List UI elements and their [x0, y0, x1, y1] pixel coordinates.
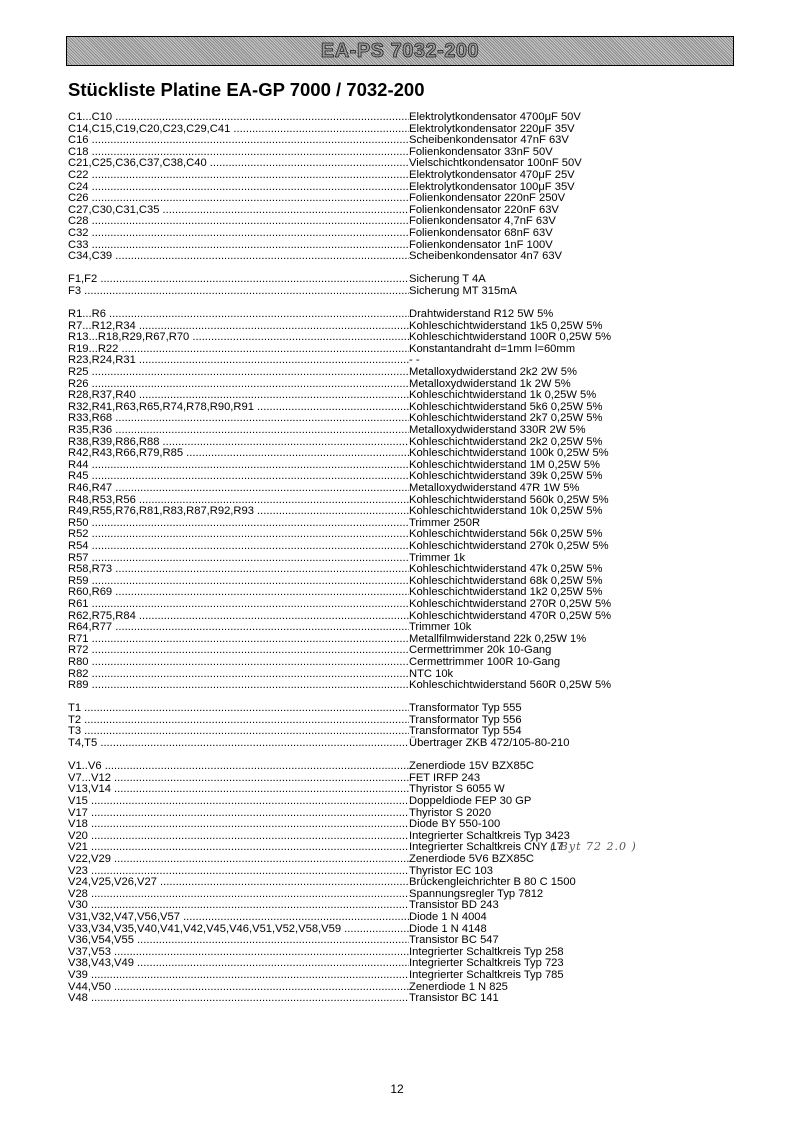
part-reference: T1 .....	[68, 703, 409, 715]
parts-row	[68, 553, 708, 565]
parts-row	[68, 900, 708, 912]
part-description: Übertrager ZKB 472/105-80-210	[409, 737, 570, 750]
part-description: - -	[409, 354, 420, 367]
parts-list	[68, 112, 708, 1016]
part-reference: V1..V6 .....	[68, 761, 409, 773]
parts-row	[68, 460, 708, 472]
part-reference: C28 .....	[68, 216, 409, 228]
part-description: Trimmer 10k	[409, 621, 472, 634]
parts-row	[68, 529, 708, 541]
part-reference: R42,R43,R66,R79,R85 .....	[68, 448, 409, 460]
part-reference: C18 .....	[68, 147, 409, 159]
part-reference: R1...R6 .....	[68, 309, 409, 321]
part-description: Metallfilmwiderstand 22k 0,25W 1%	[409, 632, 587, 645]
parts-row	[68, 866, 708, 878]
parts-row	[68, 332, 708, 344]
part-description: Kohleschichtwiderstand 56k 0,25W 5%	[409, 528, 603, 541]
part-reference: R62,R75,R84 .....	[68, 611, 409, 623]
part-description: Thyristor EC 103	[409, 864, 493, 877]
part-description: Scheibenkondensator 4n7 63V	[409, 250, 563, 263]
part-reference: V38,V43,V49 .....	[68, 958, 409, 970]
parts-row	[68, 587, 708, 599]
part-reference: V44,V50 .....	[68, 982, 409, 994]
parts-row	[68, 483, 708, 495]
part-description: Elektrolytkondensator 4700μF 50V	[409, 111, 581, 123]
part-reference: R61 .....	[68, 599, 409, 611]
part-reference: R28,R37,R40 .....	[68, 390, 409, 402]
parts-row	[68, 274, 708, 286]
parts-group	[68, 274, 708, 297]
part-reference: V13,V14 .....	[68, 784, 409, 796]
parts-row	[68, 344, 708, 356]
part-reference: R54 .....	[68, 541, 409, 553]
parts-group	[68, 112, 708, 263]
part-reference: R82 .....	[68, 669, 409, 681]
part-reference: V48 .....	[68, 993, 409, 1005]
part-description: Sicherung T 4A	[409, 273, 486, 286]
part-reference: R50 .....	[68, 518, 409, 530]
part-description: Elektrolytkondensator 220μF 35V	[409, 122, 575, 135]
part-description: Folienkondensator 68nF 63V	[409, 226, 553, 239]
part-description: Diode BY 550-100	[409, 818, 501, 831]
parts-row	[68, 947, 708, 959]
part-description: Folienkondensator 1nF 100V	[409, 238, 553, 251]
part-reference: C33 .....	[68, 240, 409, 252]
part-description: Kohleschichtwiderstand 1k5 0,25W 5%	[409, 319, 603, 332]
part-reference: V31,V32,V47,V56,V57 .....	[68, 912, 409, 924]
part-description: Elektrolytkondensator 470μF 25V	[409, 168, 575, 181]
parts-row	[68, 669, 708, 681]
parts-row	[68, 309, 708, 321]
parts-row	[68, 993, 708, 1005]
part-description: Spannungsregler Typ 7812	[409, 887, 544, 900]
part-reference: R7...R12,R34 .....	[68, 321, 409, 333]
part-reference: V28 .....	[68, 889, 409, 901]
part-reference: R71 .....	[68, 634, 409, 646]
part-reference: T2 .....	[68, 715, 409, 727]
part-description: Kohleschichtwiderstand 560R 0,25W 5%	[409, 679, 612, 692]
part-reference: R33,R68 .....	[68, 413, 409, 425]
part-reference: V37,V53 .....	[68, 947, 409, 959]
part-description: Vielschichtkondensator 100nF 50V	[409, 157, 582, 170]
parts-row	[68, 877, 708, 889]
parts-row	[68, 193, 708, 205]
part-description: Kohleschichtwiderstand 39k 0,25W 5%	[409, 470, 603, 483]
part-description: Cermettrimmer 100R 10-Gang	[409, 655, 561, 668]
parts-row	[68, 379, 708, 391]
parts-row	[68, 784, 708, 796]
parts-row	[68, 970, 708, 982]
parts-row	[68, 471, 708, 483]
part-description: Zenerdiode 1 N 825	[409, 980, 508, 993]
part-description: Zenerdiode 15V BZX85C	[409, 760, 535, 773]
part-description: Folienkondensator 4,7nF 63V	[409, 215, 556, 228]
part-reference: V39 .....	[68, 970, 409, 982]
parts-row	[68, 251, 708, 263]
part-reference: C14,C15,C19,C20,C23,C29,C41 .....	[68, 124, 409, 136]
part-reference: C21,C25,C36,C37,C38,C40 .....	[68, 158, 409, 170]
parts-row	[68, 576, 708, 588]
part-description: Thyristor S 6055 W	[409, 783, 505, 796]
part-description: Kohleschichtwiderstand 1k2 0,25W 5%	[409, 586, 603, 599]
part-description: Integrierter Schaltkreis Typ 3423	[409, 829, 570, 842]
part-description: Transformator Typ 554	[409, 725, 522, 738]
part-reference: V36,V54,V55 .....	[68, 935, 409, 947]
part-description: Transformator Typ 555	[409, 702, 522, 715]
part-reference: V21 .....	[68, 842, 409, 854]
part-description: Kohleschichtwiderstand 2k7 0,25W 5%	[409, 412, 603, 425]
part-description: Kohleschichtwiderstand 270R 0,25W 5%	[409, 597, 612, 610]
part-reference: C24 .....	[68, 182, 409, 194]
part-reference: F1,F2 .....	[68, 274, 409, 286]
parts-row	[68, 506, 708, 518]
parts-row	[68, 390, 708, 402]
parts-row	[68, 657, 708, 669]
parts-group	[68, 703, 708, 749]
part-reference: V7...V12 .....	[68, 773, 409, 785]
part-description: Doppeldiode FEP 30 GP	[409, 795, 532, 808]
part-reference: R25 .....	[68, 367, 409, 379]
part-description: Brückengleichrichter B 80 C 1500	[409, 876, 576, 889]
part-reference: C32 .....	[68, 228, 409, 240]
part-reference: R19...R22 .....	[68, 344, 409, 356]
part-reference: R72 .....	[68, 645, 409, 657]
part-reference: R89 .....	[68, 680, 409, 692]
parts-row	[68, 611, 708, 623]
part-reference: V30 .....	[68, 900, 409, 912]
parts-row	[68, 205, 708, 217]
header-banner-text: EA-PS 7032-200	[320, 39, 480, 62]
part-description: Kohleschichtwiderstand 560k 0,25W 5%	[409, 493, 609, 506]
part-reference: C26 .....	[68, 193, 409, 205]
part-description: Thyristor S 2020	[409, 806, 492, 819]
part-description: Cermettrimmer 20k 10-Gang	[409, 644, 552, 657]
parts-row	[68, 773, 708, 785]
parts-row	[68, 599, 708, 611]
parts-row	[68, 889, 708, 901]
parts-row	[68, 808, 708, 820]
part-description: Scheibenkondensator 47nF 63V	[409, 134, 569, 147]
part-reference: T4,T5 .....	[68, 738, 409, 750]
part-reference: V33,V34,V35,V40,V41,V42,V45,V46,V51,V52,V58,V59 .....	[68, 924, 409, 936]
parts-row	[68, 715, 708, 727]
part-description: Trimmer 1k	[409, 551, 466, 564]
parts-row	[68, 448, 708, 460]
parts-row	[68, 182, 708, 194]
parts-row	[68, 321, 708, 333]
parts-row	[68, 796, 708, 808]
parts-row	[68, 645, 708, 657]
part-reference: R26 .....	[68, 379, 409, 391]
parts-row	[68, 286, 708, 298]
part-description: Integrierter Schaltkreis Typ 723	[409, 957, 564, 970]
part-reference: V22,V29 .....	[68, 854, 409, 866]
page-title: Stückliste Platine EA-GP 7000 / 7032-200	[68, 79, 425, 100]
part-reference: R45 .....	[68, 471, 409, 483]
part-description: Metalloxydwiderstand 47R 1W 5%	[409, 482, 580, 494]
parts-row	[68, 541, 708, 553]
part-description: Elektrolytkondensator 100μF 35V	[409, 180, 575, 193]
part-reference: V15 .....	[68, 796, 409, 808]
parts-row	[68, 170, 708, 182]
part-reference: C22 .....	[68, 170, 409, 182]
parts-row	[68, 819, 708, 831]
parts-row	[68, 495, 708, 507]
part-description: Trimmer 250R	[409, 516, 481, 529]
part-description: Kohleschichtwiderstand 100k 0,25W 5%	[409, 447, 609, 460]
part-description: Metalloxydwiderstand 330R 2W 5%	[409, 424, 586, 437]
part-reference: R46,R47 .....	[68, 483, 409, 495]
part-description: Drahtwiderstand R12 5W 5%	[409, 308, 554, 321]
part-reference: F3 .....	[68, 286, 409, 298]
parts-row	[68, 935, 708, 947]
part-reference: R58,R73 .....	[68, 564, 409, 576]
parts-group	[68, 309, 708, 692]
part-reference: V24,V25,V26,V27 .....	[68, 877, 409, 889]
parts-row	[68, 634, 708, 646]
parts-row	[68, 112, 708, 124]
parts-row	[68, 147, 708, 159]
parts-row	[68, 437, 708, 449]
part-description: Kohleschichtwiderstand 10k 0,25W 5%	[409, 505, 603, 518]
parts-group	[68, 761, 708, 1004]
parts-row	[68, 912, 708, 924]
part-description: FET IRFP 243	[409, 771, 481, 784]
parts-row	[68, 228, 708, 240]
header-banner	[66, 36, 734, 66]
part-description: Transformator Typ 556	[409, 713, 522, 726]
part-description: Zenerdiode 5V6 BZX85C	[409, 853, 535, 865]
part-description: Kohleschichtwiderstand 470R 0,25W 5%	[409, 609, 612, 622]
page-number: 12	[390, 1082, 404, 1096]
part-reference: R52 .....	[68, 529, 409, 541]
parts-row	[68, 924, 708, 936]
part-description: Metalloxydwiderstand 1k 2W 5%	[409, 377, 571, 390]
part-description: Folienkondensator 33nF 50V	[409, 145, 553, 158]
parts-row	[68, 738, 708, 750]
handwritten-note: ( Byt 72 2.0 )	[550, 840, 637, 853]
part-reference: R23,R24,R31 .....	[68, 355, 409, 367]
part-reference: R35,R36 .....	[68, 425, 409, 437]
parts-row	[68, 158, 708, 170]
parts-row	[68, 622, 708, 634]
parts-row	[68, 367, 708, 379]
part-description: Folienkondensator 220nF 63V	[409, 203, 559, 216]
parts-row	[68, 124, 708, 136]
parts-row	[68, 355, 708, 367]
part-description: Transistor BC 141	[409, 992, 499, 1005]
part-description: Kohleschichtwiderstand 1M 0,25W 5%	[409, 458, 600, 471]
part-description: Kohleschichtwiderstand 47k 0,25W 5%	[409, 563, 603, 576]
part-description: Folienkondensator 220nF 250V	[409, 192, 566, 205]
part-description: Kohleschichtwiderstand 5k6 0,25W 5%	[409, 400, 603, 413]
part-reference: R80 .....	[68, 657, 409, 669]
part-description: Kohleschichtwiderstand 68k 0,25W 5%	[409, 574, 603, 587]
part-reference: V18 .....	[68, 819, 409, 831]
part-description: Integrierter Schaltkreis Typ 258	[409, 945, 564, 958]
part-description: Kohleschichtwiderstand 1k 0,25W 5%	[409, 389, 597, 402]
part-description: Transistor BD 243	[409, 899, 499, 912]
part-reference: R59 .....	[68, 576, 409, 588]
part-reference: V23 .....	[68, 866, 409, 878]
part-reference: V20 .....	[68, 831, 409, 843]
parts-row	[68, 726, 708, 738]
part-description: Diode 1 N 4148	[409, 922, 487, 935]
part-reference: C1...C10 .....	[68, 112, 409, 124]
part-reference: R32,R41,R63,R65,R74,R78,R90,R91 .....	[68, 402, 409, 414]
part-description: Kohleschichtwiderstand 2k2 0,25W 5%	[409, 435, 603, 448]
part-reference: C16 .....	[68, 135, 409, 147]
part-description: NTC 10k	[409, 667, 454, 680]
parts-row	[68, 564, 708, 576]
part-reference: V17 .....	[68, 808, 409, 820]
parts-row	[68, 982, 708, 994]
part-description: Integrierter Schaltkreis Typ 785	[409, 968, 564, 981]
parts-row	[68, 425, 708, 437]
parts-row	[68, 402, 708, 414]
parts-row	[68, 958, 708, 970]
parts-row	[68, 135, 708, 147]
parts-row	[68, 518, 708, 530]
part-reference: C27,C30,C31,C35 .....	[68, 205, 409, 217]
part-description: Diode 1 N 4004	[409, 910, 487, 923]
part-reference: R60,R69 .....	[68, 587, 409, 599]
part-description: Integrierter Schaltkreis CNY 17	[409, 841, 563, 854]
part-description: Konstantandraht d=1mm l=60mm	[409, 342, 576, 355]
part-description: Kohleschichtwiderstand 100R 0,25W 5%	[409, 331, 612, 344]
parts-row	[68, 413, 708, 425]
part-reference: R49,R55,R76,R81,R83,R87,R92,R93 .....	[68, 506, 409, 518]
part-reference: T3 .....	[68, 726, 409, 738]
part-reference: R64,R77 .....	[68, 622, 409, 634]
part-description: Metalloxydwiderstand 2k2 2W 5%	[409, 366, 577, 379]
part-reference: R44 .....	[68, 460, 409, 472]
parts-row	[68, 680, 708, 692]
part-description: Kohleschichtwiderstand 270k 0,25W 5%	[409, 539, 609, 552]
part-description: Transistor BC 547	[409, 934, 499, 947]
part-description: Sicherung MT 315mA	[409, 284, 517, 297]
part-reference: R48,R53,R56 .....	[68, 495, 409, 507]
part-reference: R38,R39,R86,R88 .....	[68, 437, 409, 449]
parts-row	[68, 240, 708, 252]
parts-row	[68, 854, 708, 866]
parts-row	[68, 761, 708, 773]
part-reference: R57 .....	[68, 553, 409, 565]
part-reference: R13...R18,R29,R67,R70 .....	[68, 332, 409, 344]
part-reference: C34,C39 .....	[68, 251, 409, 263]
parts-row	[68, 216, 708, 228]
parts-row	[68, 703, 708, 715]
